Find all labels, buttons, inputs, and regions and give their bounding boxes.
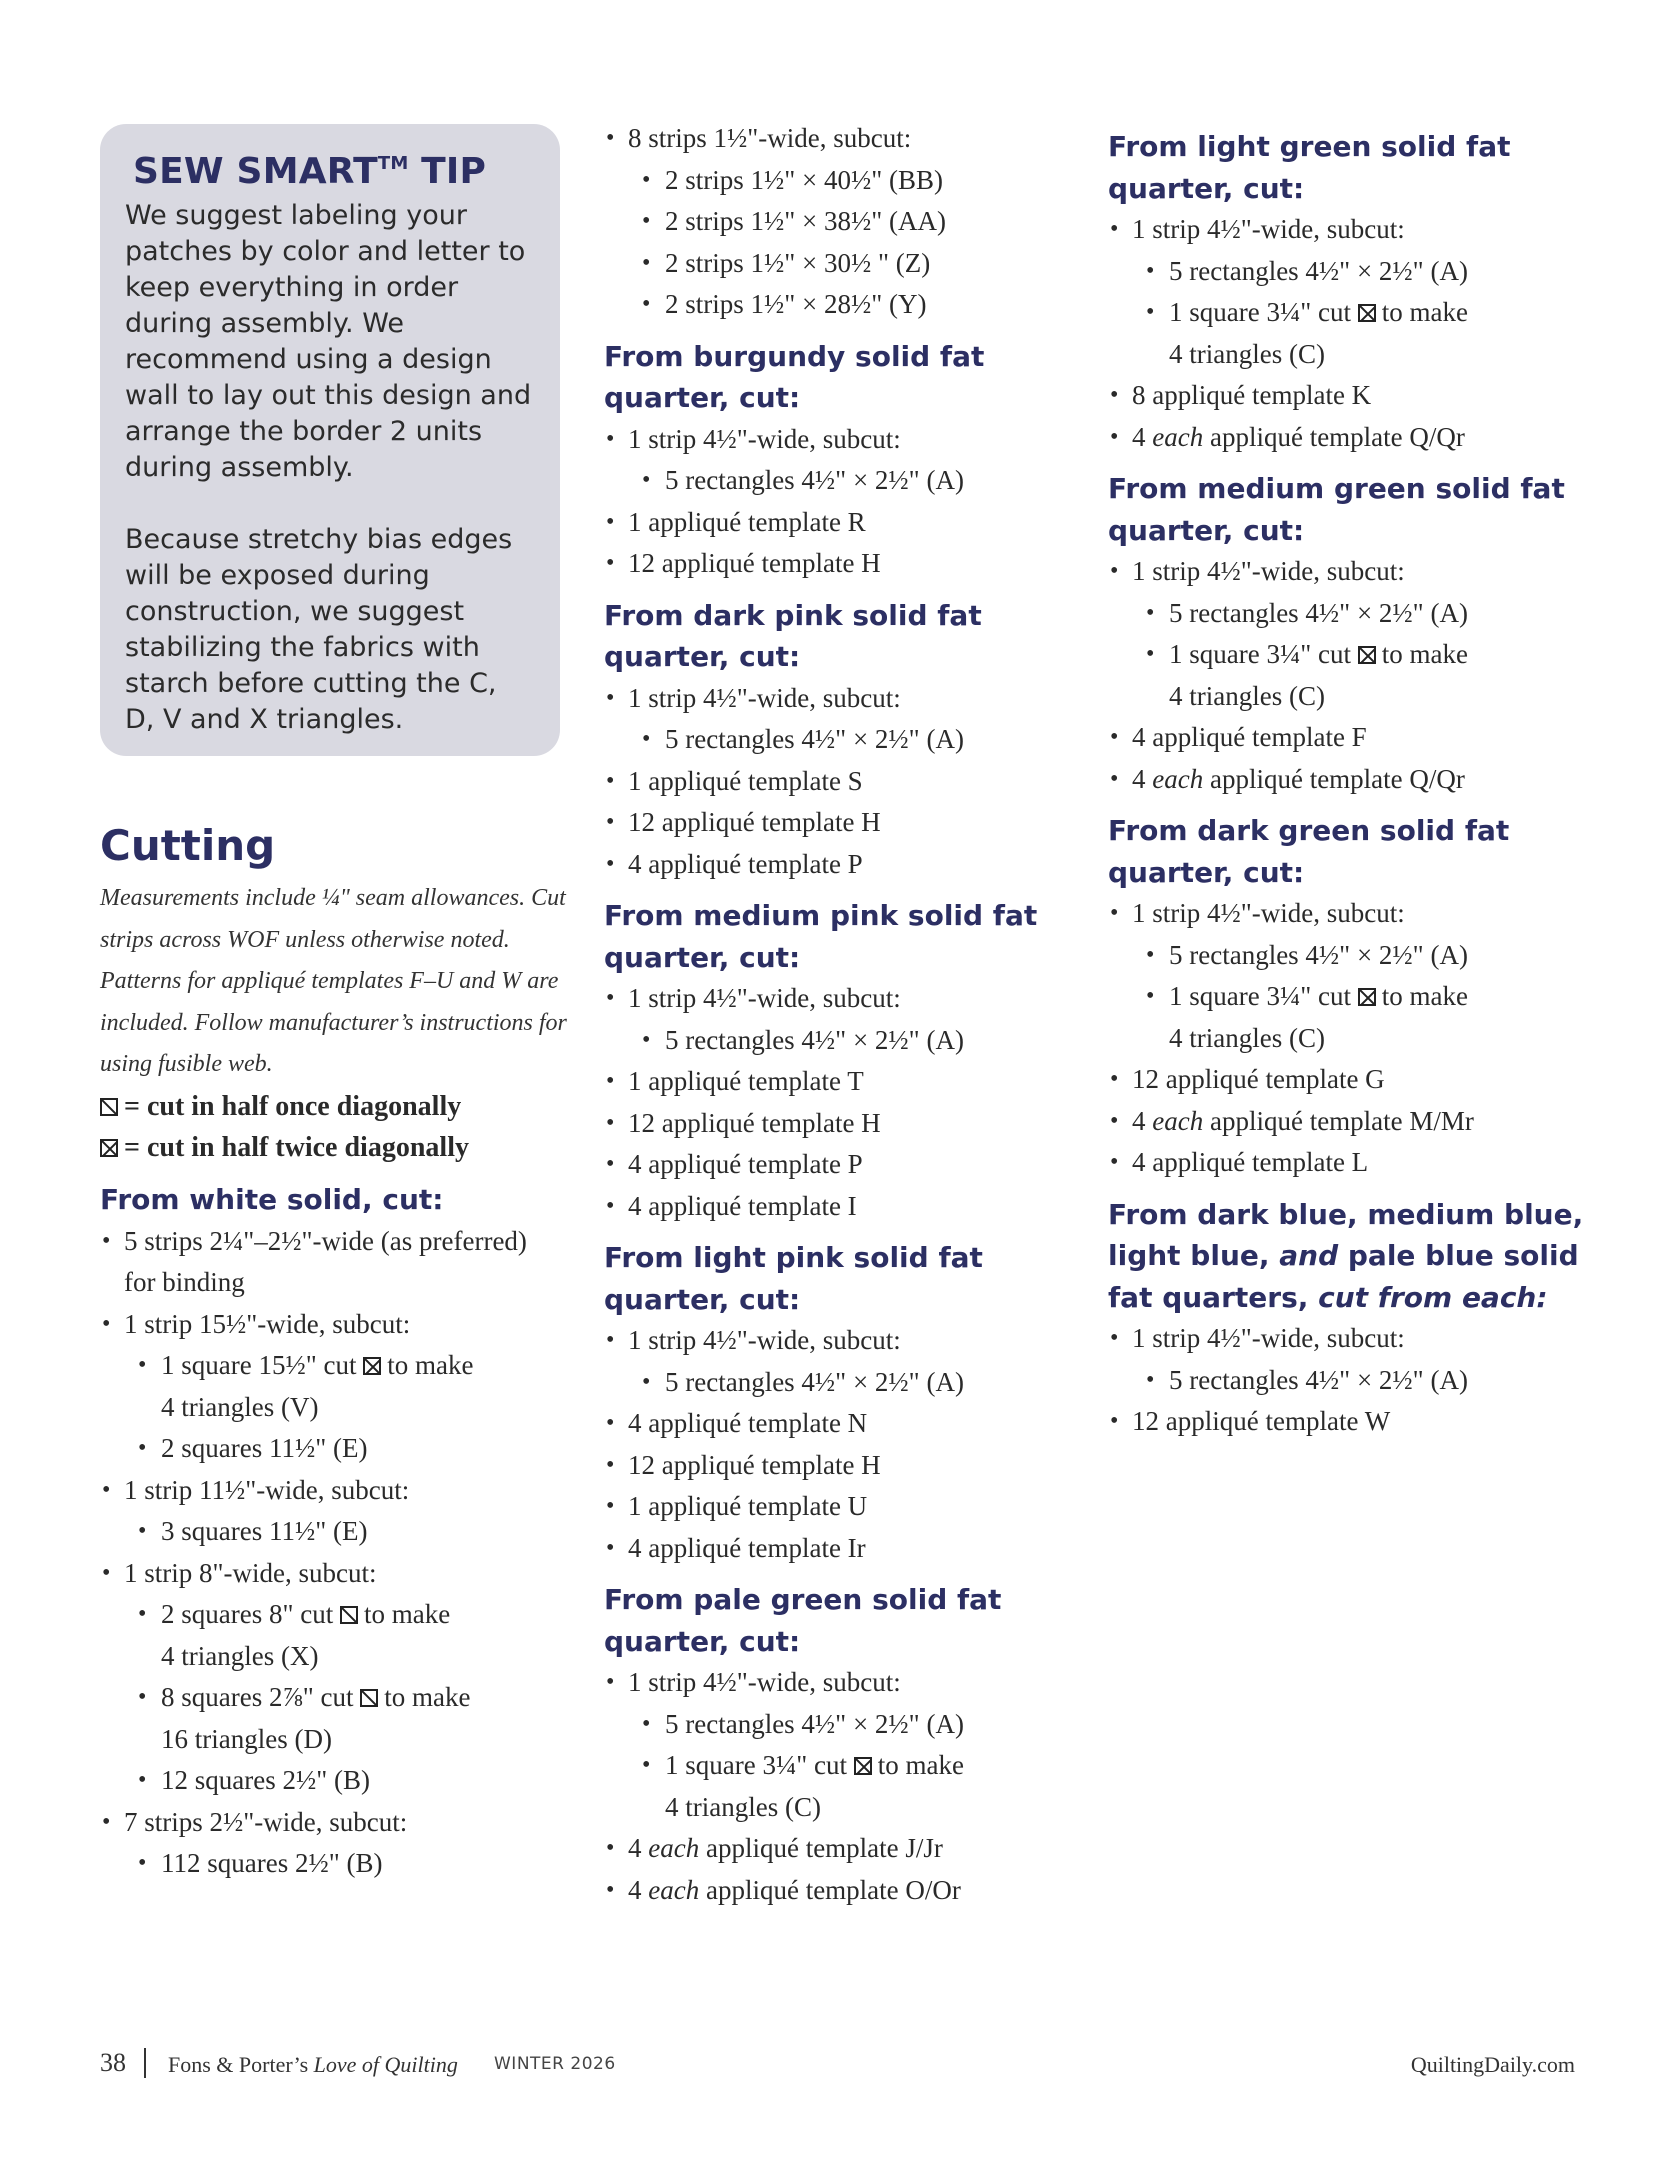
- list-item: • 1 square 3¼" cut to make: [604, 1745, 1074, 1787]
- list-item: • 12 appliqué template H: [604, 802, 1074, 844]
- section-blues: [1108, 1194, 1588, 1443]
- section-dark-pink: [604, 595, 1074, 886]
- list-item: • 2 squares 11½" (E): [100, 1428, 570, 1470]
- list-item: • 2 strips 1½" × 40½" (BB): [604, 160, 1074, 202]
- cut-once-icon: [340, 1606, 358, 1624]
- page-footer: [100, 2048, 1575, 2088]
- list-item: • 1 square 3¼" cut to make: [1108, 292, 1588, 334]
- issue-label: WINTER 2026: [494, 2054, 616, 2074]
- section-heading: From burgundy solid fat quarter, cut:: [604, 339, 985, 414]
- section-heading: From medium green solid fat quarter, cut:: [1108, 472, 1565, 547]
- cut-twice-icon: [1358, 988, 1376, 1006]
- list-item: • 12 appliqué template H: [604, 1445, 1074, 1487]
- list-item: • 5 rectangles 4½" × 2½" (A): [604, 719, 1074, 761]
- tip-paragraph-1: We suggest labeling your patches by color and letter to keep everything in order during assembly. We recommend using a design wall to lay out this design and arrange the border 2 units during assembly.: [125, 200, 532, 483]
- list-item: • 4 each appliqué template J/Jr: [604, 1828, 1074, 1870]
- list-item: • 1 strip 4½"-wide, subcut:: [1108, 1318, 1588, 1360]
- cut-once-icon: [360, 1689, 378, 1707]
- list-item: • 1 strip 4½"-wide, subcut:: [604, 678, 1074, 720]
- list-item: • 1 strip 15½"-wide, subcut:: [100, 1304, 570, 1346]
- list-item: • 1 square 3¼" cut to make: [1108, 976, 1588, 1018]
- cut-twice-icon: [100, 1139, 118, 1157]
- list-item: 4 triangles (C): [1169, 680, 1325, 711]
- list-item: • 1 square 3¼" cut to make: [1108, 634, 1588, 676]
- page-number: 38: [100, 2048, 126, 2077]
- cutting-intro: Measurements include ¼" seam allowances. Cut strips across WOF unless otherwise noted. Patterns for appliqué templates F–U and W are included. Follow manufacturer’s instructions for using fusible web.: [100, 885, 567, 1077]
- list-item: • 4 each appliqué template Q/Qr: [1108, 417, 1588, 459]
- list-item: • 1 strip 8"-wide, subcut:: [100, 1553, 570, 1595]
- section-medium-pink: [604, 895, 1074, 1227]
- list-item: • 5 rectangles 4½" × 2½" (A): [1108, 593, 1588, 635]
- section-heading: From pale green solid fat quarter, cut:: [604, 1583, 1002, 1658]
- list-item: • 12 appliqué template W: [1108, 1401, 1588, 1443]
- list-item: • 1 appliqué template T: [604, 1061, 1074, 1103]
- cutting-heading: Cutting: [100, 821, 276, 870]
- publication-name: Fons & Porter’s Love of Quilting: [168, 2052, 458, 2077]
- list-item: • 3 squares 11½" (E): [100, 1511, 570, 1553]
- list-item: • 4 appliqué template P: [604, 1144, 1074, 1186]
- list-item: 4 triangles (C): [1169, 338, 1325, 369]
- list-item: • 1 appliqué template S: [604, 761, 1074, 803]
- list-item: • 4 appliqué template I: [604, 1186, 1074, 1228]
- cut-twice-icon: [1358, 646, 1376, 664]
- tip-title: SEW SMART™ TIP: [133, 151, 487, 192]
- list-item: • 5 rectangles 4½" × 2½" (A): [604, 460, 1074, 502]
- list-item: • 112 squares 2½" (B): [100, 1843, 570, 1885]
- column-2: [604, 118, 1074, 1911]
- list-item: • 7 strips 2½"-wide, subcut:: [100, 1802, 570, 1844]
- list-item: 4 triangles (X): [161, 1640, 319, 1671]
- list-item: • 12 appliqué template H: [604, 1103, 1074, 1145]
- list-item: • 1 strip 4½"-wide, subcut:: [1108, 209, 1588, 251]
- section-heading: From white solid, cut:: [100, 1183, 444, 1216]
- list-item: • 4 each appliqué template Q/Qr: [1108, 759, 1588, 801]
- list-item: • 4 each appliqué template O/Or: [604, 1870, 1074, 1912]
- cut-twice-icon: [1358, 304, 1376, 322]
- section-heading: From dark blue, medium blue, light blue, and pale blue solid fat quarters, cut from each:: [1108, 1197, 1584, 1314]
- section-light-green: [1108, 126, 1588, 458]
- list-item: • 1 strip 4½"-wide, subcut:: [604, 1320, 1074, 1362]
- section-burgundy: [604, 336, 1074, 585]
- list-item: • 1 strip 4½"-wide, subcut:: [604, 419, 1074, 461]
- list-item: • 1 strip 4½"-wide, subcut:: [1108, 893, 1588, 935]
- section-pale-green: [604, 1579, 1074, 1911]
- list-item: • 1 strip 11½"-wide, subcut:: [100, 1470, 570, 1512]
- list-item: • 4 appliqué template L: [1108, 1142, 1588, 1184]
- cut-twice-icon: [363, 1357, 381, 1375]
- list-item: • 1 square 15½" cut to make: [100, 1345, 570, 1387]
- list-item: • 4 appliqué template N: [604, 1403, 1074, 1445]
- section-heading: From dark pink solid fat quarter, cut:: [604, 598, 982, 673]
- list-item: 4 triangles (C): [665, 1791, 821, 1822]
- legend-cut-twice: = cut in half twice diagonally: [100, 1132, 570, 1164]
- tip-box: [100, 124, 560, 756]
- list-item: • 8 strips 1½"-wide, subcut:: [604, 118, 1074, 160]
- section-heading: From dark green solid fat quarter, cut:: [1108, 814, 1510, 889]
- list-item: 4 triangles (C): [1169, 1022, 1325, 1053]
- footer-divider: [144, 2048, 146, 2078]
- list-item: • 5 strips 2¼"–2½"-wide (as preferred): [100, 1221, 570, 1263]
- list-item: • 5 rectangles 4½" × 2½" (A): [1108, 1360, 1588, 1402]
- section-light-pink: [604, 1237, 1074, 1569]
- website-link[interactable]: QuiltingDaily.com: [1410, 2052, 1575, 2077]
- list-item: • 12 squares 2½" (B): [100, 1760, 570, 1802]
- tip-paragraph-2: Because stretchy bias edges will be exposed during construction, we suggest stabilizing the fabrics with starch before cutting the C, D, V and X triangles.: [125, 524, 513, 735]
- list-item: 4 triangles (V): [161, 1391, 319, 1422]
- section-heading: From medium pink solid fat quarter, cut:: [604, 899, 1038, 974]
- section-dark-green: [1108, 810, 1588, 1184]
- column-3: [1108, 126, 1588, 1443]
- list-item: • 5 rectangles 4½" × 2½" (A): [604, 1362, 1074, 1404]
- list-item: • 1 strip 4½"-wide, subcut:: [604, 1662, 1074, 1704]
- list-item: • 12 appliqué template H: [604, 543, 1074, 585]
- list-item: • 4 appliqué template Ir: [604, 1528, 1074, 1570]
- list-item: • 12 appliqué template G: [1108, 1059, 1588, 1101]
- list-item: • 2 squares 8" cut to make: [100, 1594, 570, 1636]
- list-item: • 4 appliqué template P: [604, 844, 1074, 886]
- cut-list: [604, 118, 1074, 326]
- cut-list: [100, 1221, 570, 1885]
- list-item: for binding: [124, 1267, 245, 1297]
- legend-cut-once: = cut in half once diagonally: [100, 1091, 570, 1123]
- trademark: TM: [377, 153, 409, 174]
- list-item: • 1 strip 4½"-wide, subcut:: [604, 978, 1074, 1020]
- list-item: • 5 rectangles 4½" × 2½" (A): [1108, 251, 1588, 293]
- list-item: • 5 rectangles 4½" × 2½" (A): [604, 1704, 1074, 1746]
- list-item: • 1 appliqué template R: [604, 502, 1074, 544]
- cut-twice-icon: [854, 1757, 872, 1775]
- list-item: • 4 appliqué template F: [1108, 717, 1588, 759]
- list-item: • 5 rectangles 4½" × 2½" (A): [604, 1020, 1074, 1062]
- list-item: • 5 rectangles 4½" × 2½" (A): [1108, 935, 1588, 977]
- list-item: • 2 strips 1½" × 30½ " (Z): [604, 243, 1074, 285]
- list-item: • 1 appliqué template U: [604, 1486, 1074, 1528]
- section-heading: From light green solid fat quarter, cut:: [1108, 130, 1511, 205]
- list-item: 16 triangles (D): [161, 1723, 332, 1754]
- list-item: • 1 strip 4½"-wide, subcut:: [1108, 551, 1588, 593]
- list-item: • 8 squares 2⅞" cut to make: [100, 1677, 570, 1719]
- list-item: • 2 strips 1½" × 38½" (AA): [604, 201, 1074, 243]
- list-item: • 4 each appliqué template M/Mr: [1108, 1101, 1588, 1143]
- section-heading: From light pink solid fat quarter, cut:: [604, 1241, 983, 1316]
- section-white: [100, 1179, 570, 1885]
- list-item: • 2 strips 1½" × 28½" (Y): [604, 284, 1074, 326]
- cut-once-icon: [100, 1098, 118, 1116]
- list-item: • 8 appliqué template K: [1108, 375, 1588, 417]
- section-medium-green: [1108, 468, 1588, 800]
